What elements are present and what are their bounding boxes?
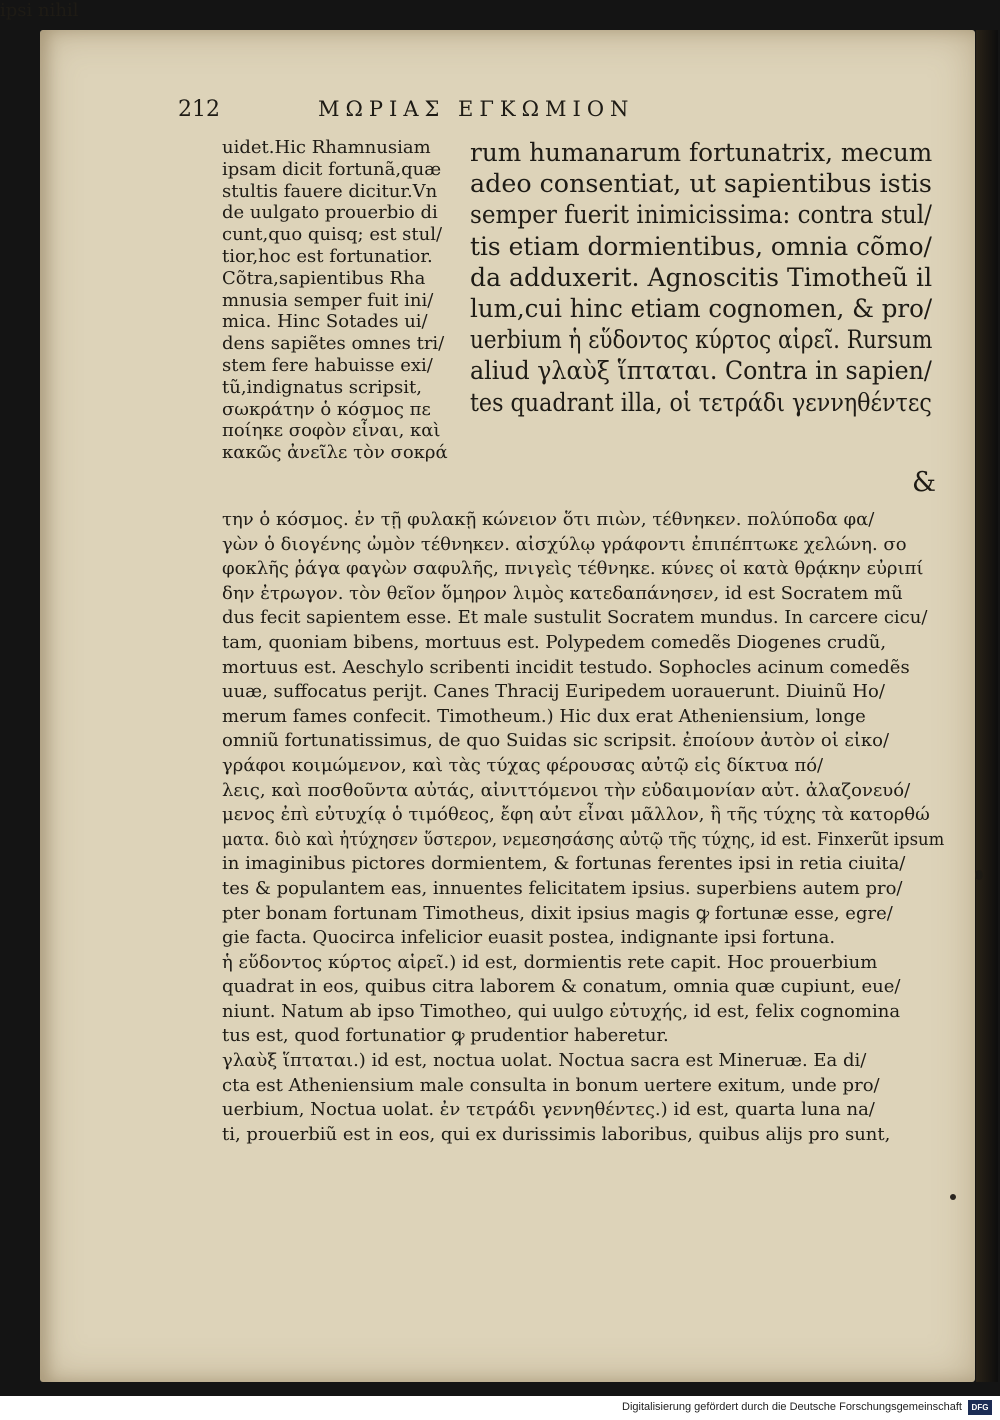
text-line: dens sapiẽtes omnes tri/ [222, 333, 445, 355]
text-line: tes & populantem eas, innuentes felicitatem ipsius. superbiens autem pro/ [222, 877, 903, 899]
text-line: λεις, καὶ ποσθοῦντα αὐτάς, αἰνιττόμενοι τὴν εὐδαιμονίαν αὐτ. ἀλαζονευό/ [222, 779, 911, 801]
text-line: την ὁ κόσμος. ἐν τῇ φυλακῇ κώνειον ὅτι πιὼν, τέθνηκεν. πολύποδα φα/ [222, 509, 875, 530]
text-line: gie facta. Quocirca infelicior euasit postea, indignante ipsi fortuna. [222, 927, 836, 949]
text-line: uidet.Hic Rhamnusiam [222, 137, 431, 158]
text-line: da adduxerit. Agnoscitis Timotheũ il [470, 262, 933, 293]
text-line: Cõtra,sapientibus Rha [222, 267, 426, 289]
marginal-commentary [222, 137, 458, 464]
text-line: merum fames confecit. Timotheum.) Hic dux erat Atheniensium, longe [222, 705, 866, 727]
text-line: rum humanarum fortunatrix, mecum [470, 138, 933, 168]
closing-catchword: ipsi nihil [0, 0, 79, 21]
main-text-column [470, 138, 934, 419]
text-line: uerbium ἡ εὕδοντος κύρτος αἱρεῖ. Rursum [470, 325, 933, 356]
text-line: mortuus est. Aeschylo scribenti incidit testudo. Sophocles acinum comedẽs [222, 656, 910, 678]
commentary-body [222, 508, 945, 1147]
page-number: 212 [178, 97, 220, 122]
text-line: uuæ, suffocatus perijt. Canes Thracij Euripedem uorauerunt. Diuinũ Ho/ [222, 681, 885, 703]
text-line: γλαὺξ ἵπταται.) id est, noctua uolat. Noctua sacra est Mineruæ. Ea di/ [222, 1050, 867, 1072]
text-line: omniũ fortunatissimus, de quo Suidas sic scripsit. ἐποίουν ἀυτὸν οἱ εἰκο/ [222, 730, 890, 752]
text-line: tior,hoc est fortunatior. [222, 245, 433, 267]
running-title: ΜΩΡΙΑΣ ΕΓΚΩΜΙΟΝ [318, 97, 635, 121]
catchword: & [912, 467, 937, 498]
text-line: σωκράτην ὁ κόσμος πε [222, 398, 431, 420]
text-line: ποίηκε σοφὸν εἶναι, καὶ [222, 420, 441, 442]
text-line: ματα. διὸ καὶ ἠτύχησεν ὕστερον, νεμεσησάσης αὐτῷ τῆς τύχης, id est. Finxerũt ipsum [222, 828, 945, 850]
text-line: κακῶς ἀνεῖλε τὸν σοκρά [222, 442, 448, 464]
page-gutter [976, 30, 998, 1382]
text-line: de uulgato prouerbio di [222, 202, 438, 224]
text-line: mica. Hinc Sotades ui/ [222, 311, 428, 333]
text-line: stem fere habuisse exi/ [222, 354, 433, 376]
text-line: tam, quoniam bibens, mortuus est. Polypedem comedẽs Diogenes crudũ, [222, 631, 887, 653]
text-line: lum,cui hinc etiam cognomen, & pro/ [470, 294, 933, 325]
text-line: adeo consentiat, ut sapientibus istis [470, 169, 932, 200]
text-line: φοκλῆς ῥάγα φαγὼν σαφυλῆς, πνιγεὶς τέθνηκε. κύνες οἱ κατὰ θρᾴκην εὐριπί [222, 558, 924, 580]
text-line: γὼν ὁ διογένης ὠμὸν τέθνηκεν. αἰσχύλῳ γράφοντι ἐπιπέπτωκε χελώνη. σο [222, 533, 907, 555]
text-line: cta est Atheniensium male consulta in bonum uertere exitum, unde pro/ [222, 1074, 880, 1096]
text-line: dus fecit sapientem esse. Et male sustulit Socratem mundus. In carcere cicu/ [222, 607, 928, 629]
text-line: quadrat in eos, quibus citra laborem & conatum, omnia quæ cupiunt, eue/ [222, 976, 901, 998]
text-line: tũ,indignatus scripsit, [222, 376, 422, 398]
text-line: semper fuerit inimicissima: contra stul/ [470, 200, 932, 231]
text-line: ipsam dicit fortunã,quæ [222, 158, 442, 180]
text-line: aliud γλαὺξ ἵπταται. Contra in sapien/ [470, 356, 932, 387]
text-line: ἡ εὕδοντος κύρτος αἱρεῖ.) id est, dormientis rete capit. Hoc prouerbium [222, 951, 878, 973]
text-line: γράφοι κοιμώμενον, καὶ τὰς τύχας φέρουσας αὐτῷ εἰς δίκτυα πό/ [222, 754, 824, 776]
footer-bar [0, 1396, 1000, 1420]
text-line: pter bonam fortunam Timotheus, dixit ipsius magis ꝙ fortunæ esse, egre/ [222, 902, 893, 924]
text-line: ti, prouerbiũ est in eos, qui ex durissimis laboribus, quibus alijs pro sunt, [222, 1123, 891, 1145]
text-line: δην ἐτρωγον. τὸν θεῖον ὅμηρον λιμὸς κατεδαπάνησεν, id est Socratem mũ [222, 582, 903, 604]
margin-ink-mark [950, 1194, 956, 1200]
margin-ink-mark [975, 870, 983, 880]
text-line: uerbium, Noctua uolat. ἐν τετράδι γεννηθέντες.) id est, quarta luna na/ [222, 1099, 875, 1121]
text-line: in imaginibus pictores dormientem, & fortunas ferentes ipsi in retia ciuita/ [222, 853, 906, 875]
text-line: niunt. Natum ab ipso Timotheo, qui uulgo εὐτυχής, id est, felix cognomina [222, 1000, 901, 1022]
text-line: tes quadrant illa, οἱ τετράδι γεννηθέντες [470, 387, 932, 418]
text-line: tus est, quod fortunatior ꝙ prudentior haberetur. [222, 1025, 669, 1047]
footer-credit: Digitalisierung gefördert durch die Deutsche Forschungsgemeinschaft [622, 1401, 962, 1413]
text-line: mnusia semper fuit ini/ [222, 289, 434, 311]
text-line: cunt,quo quisq; est stul/ [222, 224, 443, 246]
dfg-logo: DFG [968, 1400, 992, 1415]
text-line: stultis fauere dicitur.Vn [222, 180, 438, 202]
text-line: μενος ἐπὶ εὐτυχίᾳ ὁ τιμόθεος, ἔφη αὐτ εἶναι μᾶλλον, ἢ τῆς τύχης τὰ κατορθώ [222, 804, 930, 826]
text-line: tis etiam dormientibus, omnia cõmo/ [470, 231, 932, 262]
